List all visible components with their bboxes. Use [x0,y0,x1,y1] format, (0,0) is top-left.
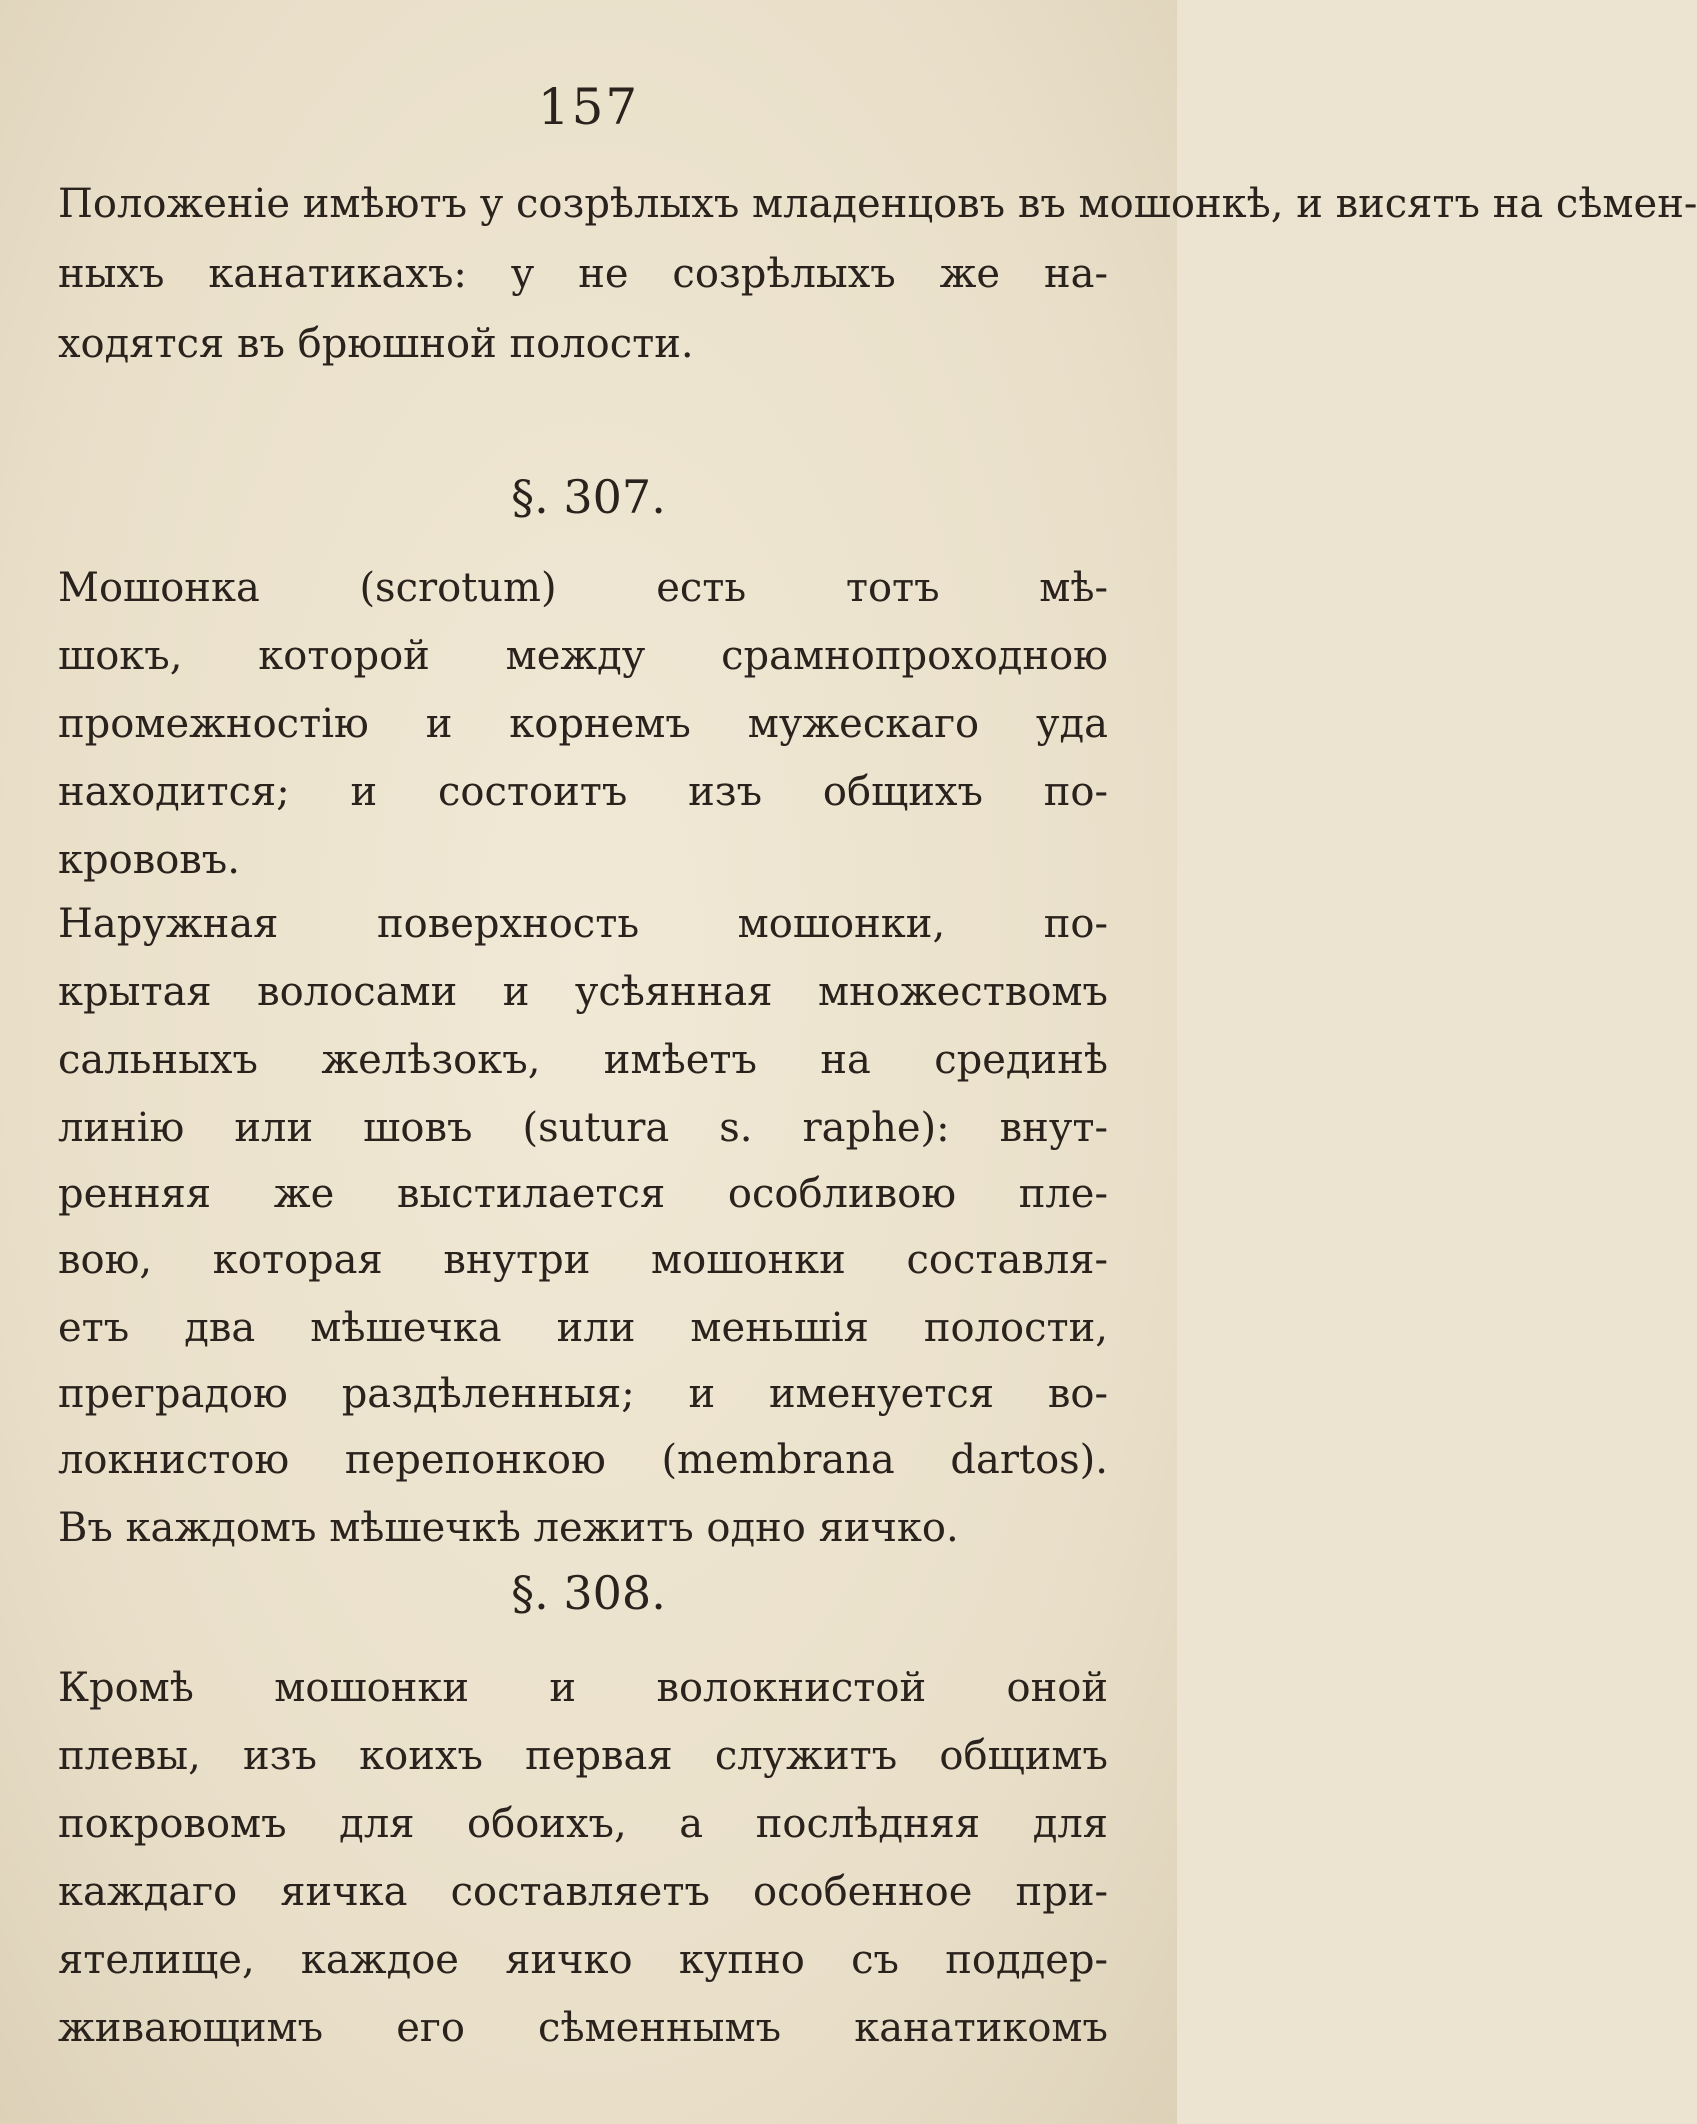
text-line: покровомъ для обоихъ, а послѣдняя для [58,1801,1108,1847]
text-line: ходятся въ брюшной полости. [58,321,694,367]
text-line: вою, которая внутри мошонки составля- [58,1237,1108,1283]
section-heading: §. 307. [511,470,666,524]
text-line: каждаго яичка составляетъ особенное при- [58,1869,1108,1915]
text-line: ятелище, каждое яичко купно съ поддер- [58,1937,1108,1983]
text-line: Положеніе имѣютъ у созрѣлыхъ младенцовъ въ мошонкѣ, и висятъ на сѣмен- [58,181,1697,227]
text-line: локнистою перепонкою (membrana dartos). [58,1437,1108,1483]
text-line: етъ два мѣшечка или меньшія полости, [58,1305,1108,1351]
text-line: находится; и состоитъ изъ общихъ по- [58,769,1108,815]
text-line: преградою раздѣленныя; и именуется во- [58,1371,1108,1417]
text-line: линію или шовъ (sutura s. raphe): внут- [58,1105,1108,1151]
text-line: Кромѣ мошонки и волокнистой оной [58,1665,1108,1711]
page-number: 157 [537,78,640,136]
text-line: крытая волосами и усѣянная множествомъ [58,969,1108,1015]
text-line: плевы, изъ коихъ первая служитъ общимъ [58,1733,1108,1779]
section-heading: §. 308. [511,1566,666,1620]
text-line: ренняя же выстилается особливою пле- [58,1171,1108,1217]
text-line: Наружная поверхность мошонки, по- [58,901,1108,947]
text-line: живающимъ его сѣменнымъ канатикомъ [58,2005,1108,2051]
text-line: Въ каждомъ мѣшечкѣ лежитъ одно яичко. [58,1505,959,1551]
text-line: промежностію и корнемъ мужескаго уда [58,701,1108,747]
text-line: Мошонка (scrotum) есть тотъ мѣ- [58,565,1108,611]
text-line: ныхъ канатикахъ: у не созрѣлыхъ же на- [58,251,1108,297]
text-line: сальныхъ желѣзокъ, имѣетъ на срединѣ [58,1037,1108,1083]
text-line: крововъ. [58,837,240,883]
text-line: шокъ, которой между срамнопроходною [58,633,1108,679]
